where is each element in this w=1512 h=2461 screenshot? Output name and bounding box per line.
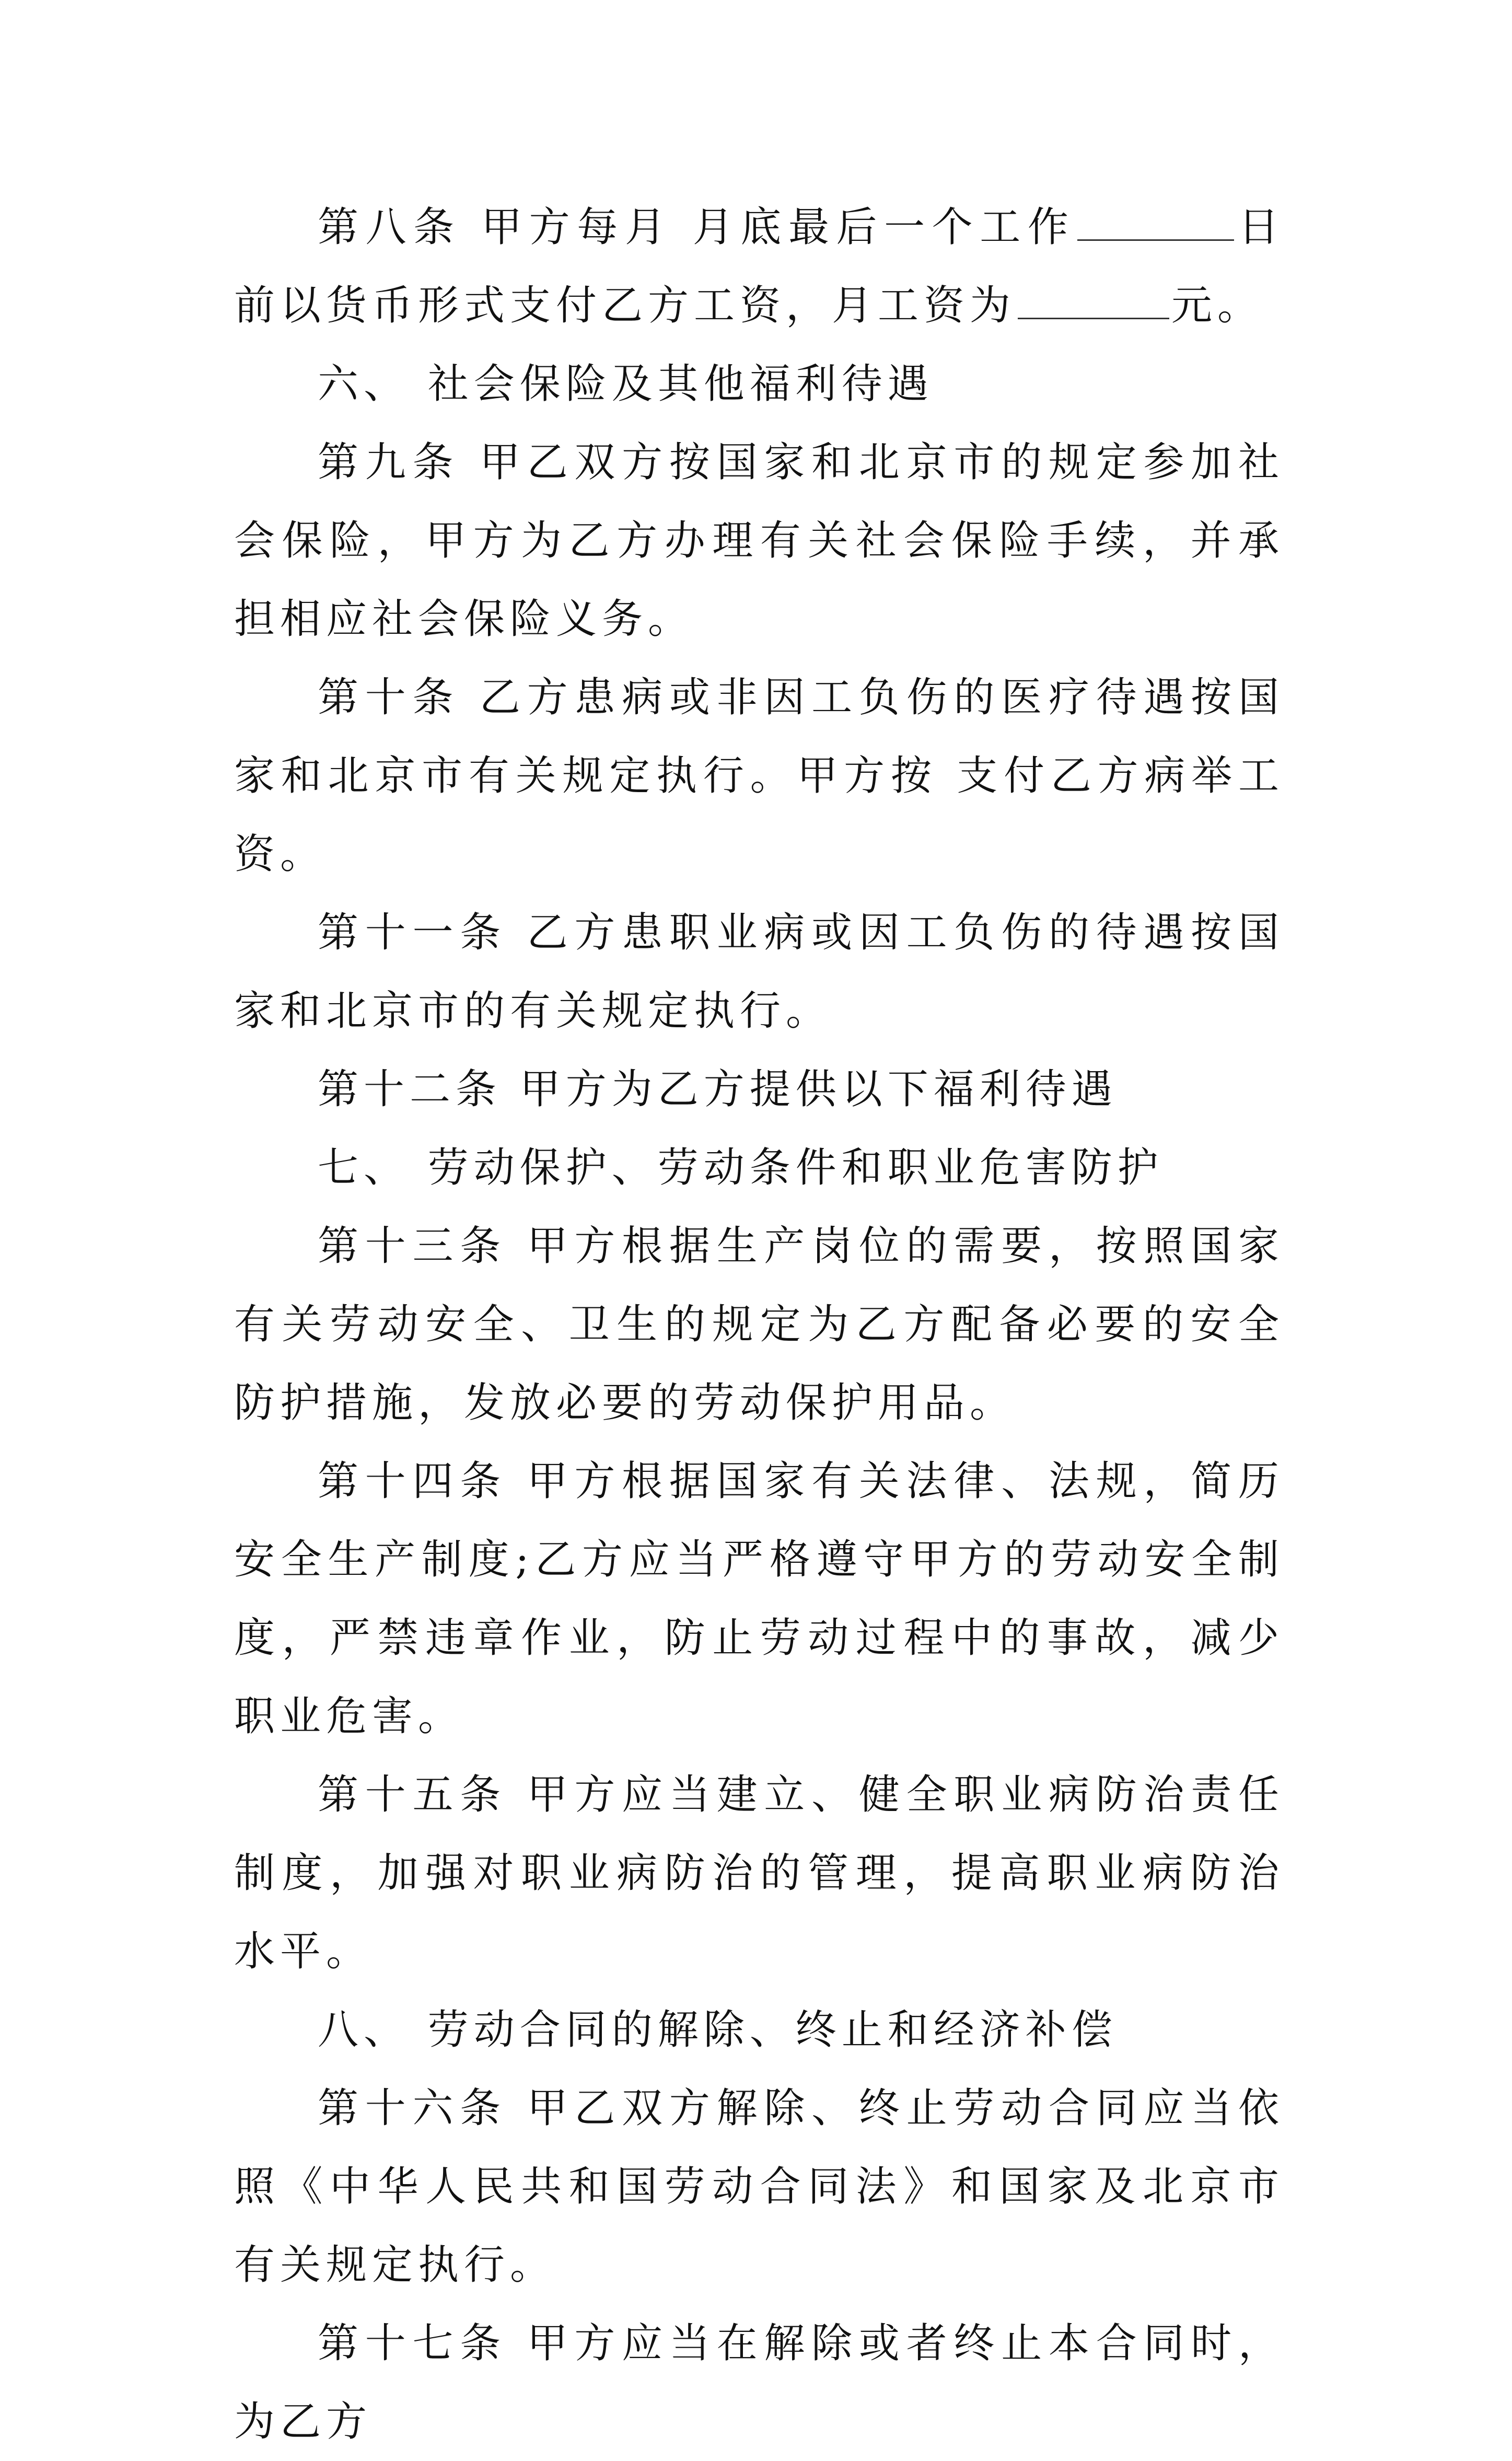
article-13-paragraph: 第十三条 甲方根据生产岗位的需要，按照国家有关劳动安全、卫生的规定为乙方配备必要的安全防护措施，发放必要的劳动保护用品。 [234, 1223, 1284, 1426]
article-17-paragraph: 第十七条 甲方应当在解除或者终止本合同时，为乙方 [234, 2320, 1284, 2445]
article-10-paragraph: 第十条 乙方患病或非因工负伤的医疗待遇按国家和北京市有关规定执行。甲方按 支付乙方病举工资。 [234, 674, 1284, 878]
article-8-text-part2: 日前以货币形式支付乙方工资，月工资为 [234, 204, 1284, 329]
article-14-paragraph: 第十四条 甲方根据国家有关法律、法规，简历安全生产制度;乙方应当严格遵守甲方的劳动安全制度，严禁违章作业，防止劳动过程中的事故，减少职业危害。 [234, 1458, 1284, 1740]
article-8-text-part3: 元。 [1171, 282, 1264, 329]
document-body [234, 188, 1284, 2461]
article-9-paragraph: 第九条 甲乙双方按国家和北京市的规定参加社会保险，甲方为乙方办理有关社会保险手续，并承担相应社会保险义务。 [234, 439, 1284, 643]
workday-blank [1077, 236, 1234, 241]
article-12-paragraph: 第十二条 甲方为乙方提供以下福利待遇 [318, 1066, 1118, 1113]
article-8-paragraph [234, 188, 1284, 345]
article-8-text-part1: 第八条 甲方每月 月底最后一个工作 [318, 204, 1076, 251]
section-8-heading: 八、 劳动合同的解除、终止和经济补偿 [318, 2006, 1118, 2053]
salary-amount-blank [1018, 315, 1169, 319]
article-16-paragraph: 第十六条 甲乙双方解除、终止劳动合同应当依照《中华人民共和国劳动合同法》和国家及北京市有关规定执行。 [234, 2085, 1284, 2289]
section-7-heading: 七、 劳动保护、劳动条件和职业危害防护 [318, 1144, 1164, 1191]
section-6-heading: 六、 社会保险及其他福利待遇 [318, 361, 934, 408]
article-15-paragraph: 第十五条 甲方应当建立、健全职业病防治责任制度，加强对职业病防治的管理，提高职业病防治水平。 [234, 1771, 1284, 1975]
article-11-paragraph: 第十一条 乙方患职业病或因工负伤的待遇按国家和北京市的有关规定执行。 [234, 909, 1284, 1035]
